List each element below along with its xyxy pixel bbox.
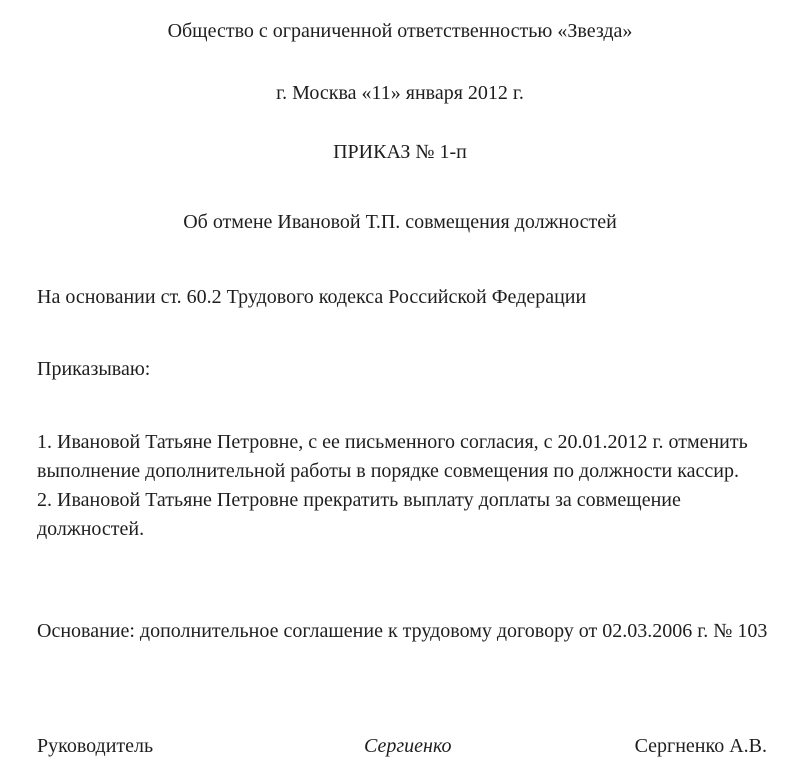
order-item-2: 2. Ивановой Татьяне Петровне прекратить выплату доплаты за совмещение должностей. bbox=[37, 489, 681, 540]
order-items bbox=[37, 428, 777, 544]
order-number: ПРИКАЗ № 1-п bbox=[333, 141, 467, 163]
legal-basis: На основании ст. 60.2 Трудового кодекса Российской Федерации bbox=[37, 286, 587, 308]
signature-block bbox=[37, 735, 767, 763]
signatory-name: Сергненко А.В. bbox=[634, 735, 767, 757]
order-subject: Об отмене Ивановой Т.П. совмещения должностей bbox=[183, 211, 617, 233]
basis-document: Основание: дополнительное соглашение к трудовому договору от 02.03.2006 г. № 103 bbox=[37, 620, 768, 642]
signatory-title: Руководитель bbox=[37, 735, 154, 757]
handwritten-signature: Сергиенко bbox=[364, 735, 452, 757]
order-item-1: 1. Ивановой Татьяне Петровне, с ее письменного согласия, с 20.01.2012 г. отменить выполнение дополнительной работы в порядке совмещения по должности кассир. bbox=[37, 431, 748, 482]
order-word: Приказываю: bbox=[37, 358, 151, 380]
place-and-date: г. Москва «11» января 2012 г. bbox=[276, 82, 524, 104]
organization-name: Общество с ограниченной ответственностью «Звезда» bbox=[167, 20, 633, 42]
